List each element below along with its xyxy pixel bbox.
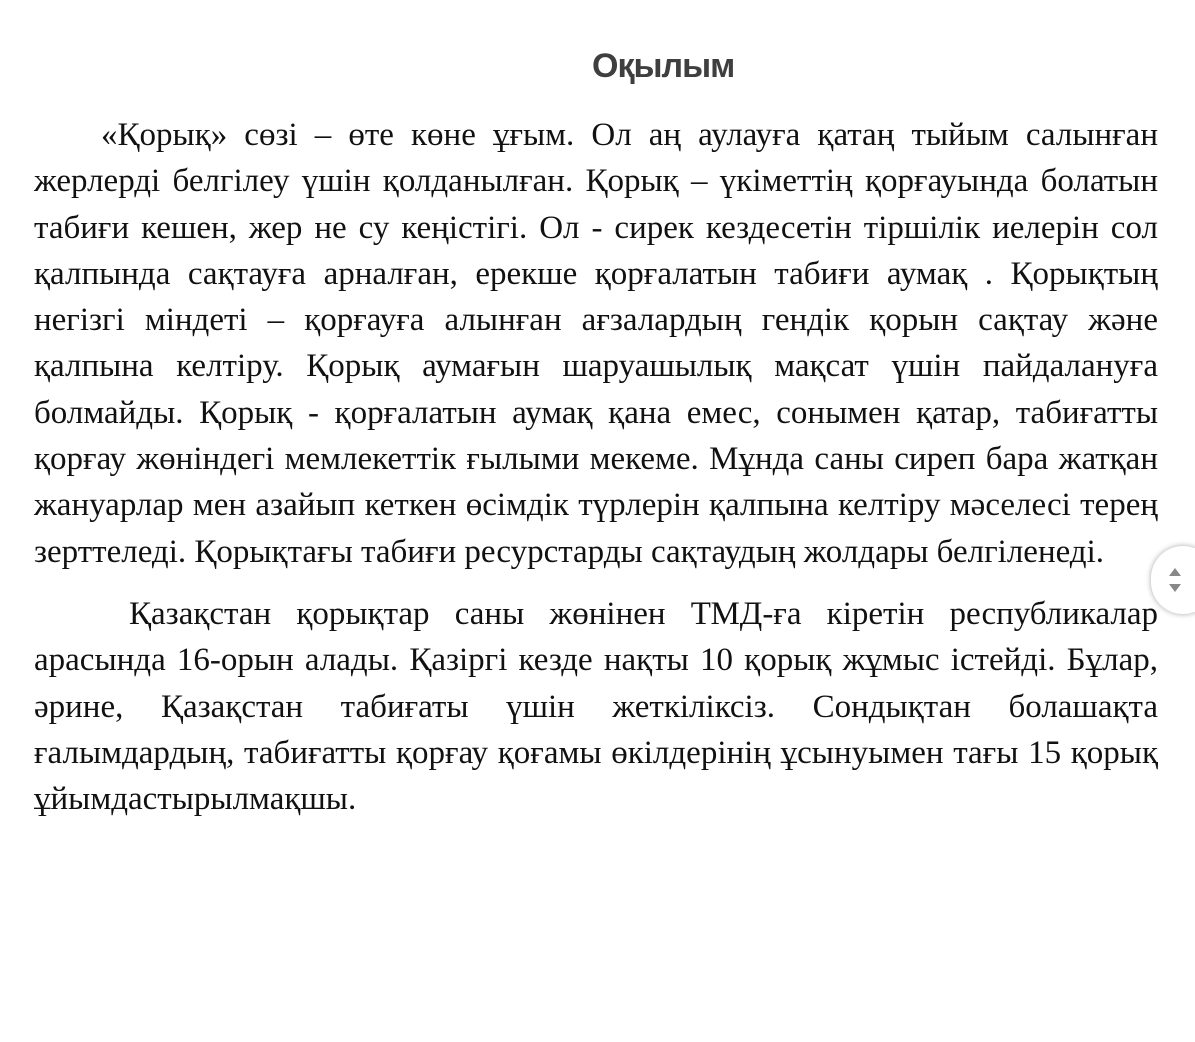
paragraph-2: Қазақстан қорықтар саны жөнінен ТМД-ға кіретін республикалар арасында 16-орын алады. Қазіргі кезде нақты 10 қорық жұмыс істейді. Бұлар, әрине, Қазақстан табиғаты үшін жеткіліксіз. Сондықтан болашақта ғалымдардың, табиғатты қорғау қоғамы өкілдерінің ұсынуымен тағы 15 қорық ұйымдастырылмақшы.	[34, 595, 1158, 818]
page-title: Оқылым	[592, 47, 735, 85]
up-down-arrows-icon	[1165, 566, 1185, 594]
paragraph-1: «Қорық» сөзі – өте көне ұғым. Ол аң аулауға қатаң тыйым салынған жерлерді белгілеу үшін қолданылған. Қорық – үкіметтің қорғауында болатын табиғи кешен, жер не су кеңістігі. Ол - сирек кездесетін тіршілік иелерін сол қалпында сақтауға арналған, ерекше қорғалатын табиғи аумақ . Қорықтың негізгі міндеті – қорғауға алынған ағзалардың гендік қорын сақтау және қалпына келтіру. Қорық аумағын шаруашылық мақсат үшін пайдалануға болмайды. Қорық - қорғалатын аумақ қана емес, сонымен қатар, табиғатты қорғау жөніндегі мемлекеттік ғылыми мекеме. Мұнда саны сиреп бара жатқан жануарлар мен азайып кеткен өсімдік түрлерін қалпына келтіру мәселесі терең зерттеледі. Қорықтағы табиғи ресурстарды сақтаудың жолдары белгіленеді.	[34, 117, 1158, 570]
